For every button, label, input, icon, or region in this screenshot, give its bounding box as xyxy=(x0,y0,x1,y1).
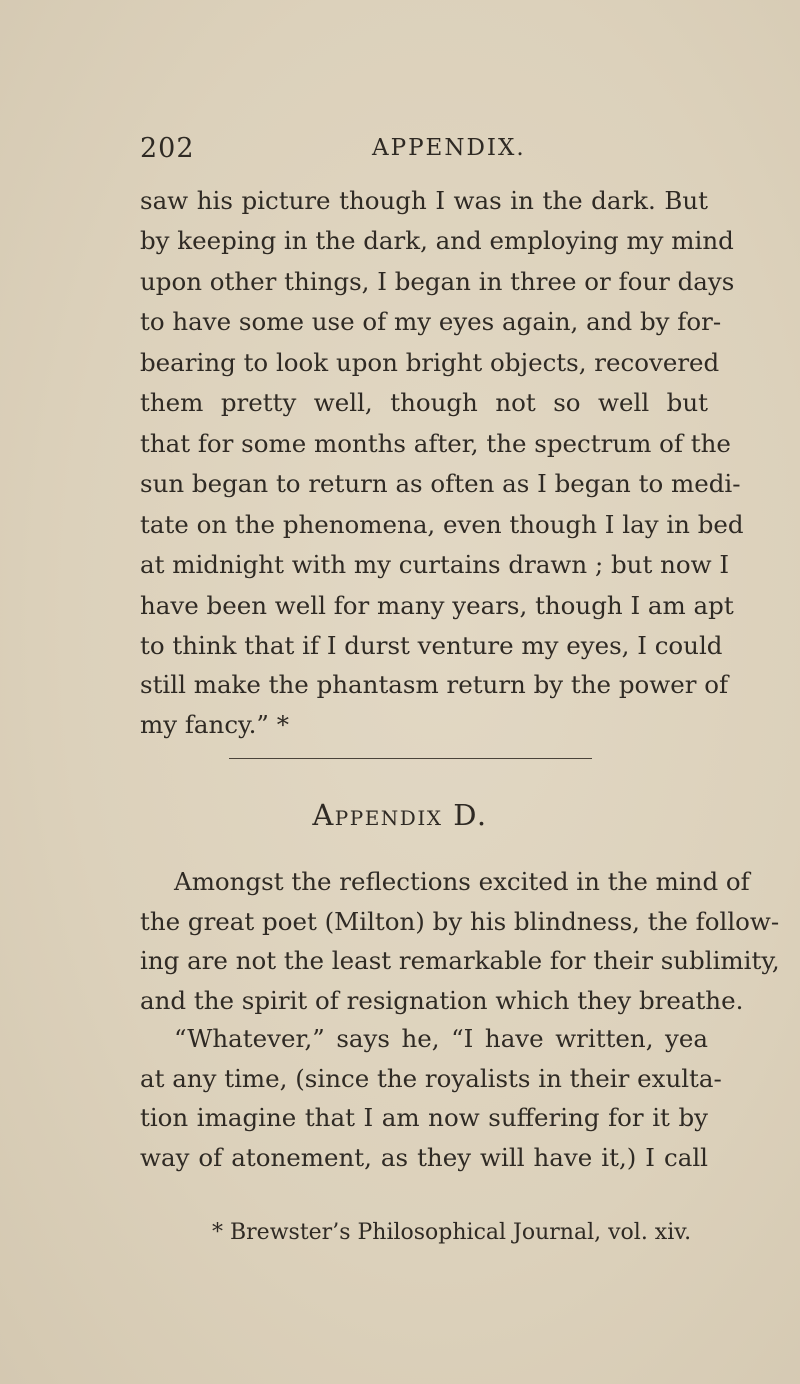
text-line: ing are not the least remarkable for their sublimity, xyxy=(140,946,780,975)
text-line: and the spirit of resignation which they breathe. xyxy=(140,986,744,1015)
text-line: bearing to look upon bright objects, recovered xyxy=(140,348,720,377)
text-line: by keeping in the dark, and employing my mind xyxy=(140,226,734,255)
text-line: them pretty well, though not so well but xyxy=(140,388,708,417)
text-line: at midnight with my curtains drawn ; but now I xyxy=(140,550,730,579)
page-number: 202 xyxy=(140,133,195,164)
text-line: tion imagine that I am now suffering for it by xyxy=(140,1103,708,1132)
text-line: to think that if I durst venture my eyes, I could xyxy=(140,631,723,660)
appendix-heading: Appendix D. xyxy=(312,798,488,832)
footnote: * Brewster’s Philosophical Journal, vol. xiv. xyxy=(212,1220,692,1245)
text-line: my fancy.” * xyxy=(140,710,289,739)
text-line: “Whatever,” says he, “I have written, yea xyxy=(174,1024,708,1053)
text-line: way of atonement, as they will have it,) I call xyxy=(140,1143,708,1172)
text-line: to have some use of my eyes again, and by for- xyxy=(140,307,722,336)
page-header xyxy=(140,133,712,173)
text-line: saw his picture though I was in the dark. But xyxy=(140,186,708,215)
text-line: Amongst the reflections excited in the mind of xyxy=(174,867,750,896)
running-head: APPENDIX. xyxy=(372,135,526,161)
text-line: that for some months after, the spectrum of the xyxy=(140,429,731,458)
text-line: at any time, (since the royalists in their exulta- xyxy=(140,1064,722,1093)
text-line: upon other things, I began in three or four days xyxy=(140,267,735,296)
text-line: still make the phantasm return by the power of xyxy=(140,670,729,699)
text-line: sun began to return as often as I began to medi- xyxy=(140,469,741,498)
text-line: the great poet (Milton) by his blindness, the follow- xyxy=(140,907,780,936)
text-line: have been well for many years, though I am apt xyxy=(140,591,734,620)
text-line: tate on the phenomena, even though I lay in bed xyxy=(140,510,744,539)
section-divider xyxy=(229,758,592,759)
